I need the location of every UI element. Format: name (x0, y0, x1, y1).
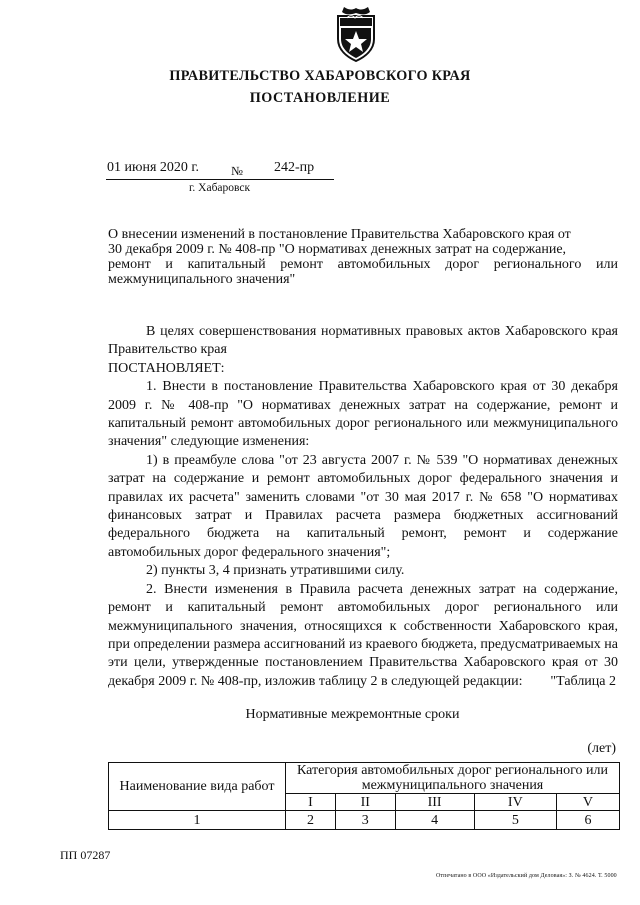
subject-line: ремонт и капитальный ремонт автомобильных дорог регионального или (108, 257, 618, 272)
subject-line: О внесении изменений в постановление Правительства Хабаровского края от (108, 227, 571, 242)
category-cell: III (395, 794, 474, 811)
numbering-cell: 6 (556, 811, 619, 830)
header-road-category: Категория автомобильных дорог регионального или межмуниципального значения (286, 763, 620, 794)
table-caption: Нормативные межремонтные сроки (245, 707, 460, 722)
table-units: (лет) (587, 741, 616, 756)
number-sign: № (231, 164, 243, 178)
norms-table (108, 762, 620, 830)
decree-number: 242-пр (274, 160, 315, 175)
subject-line: 30 декабря 2009 г. № 408-пр "О нормативах денежных затрат на содержание, (108, 242, 567, 257)
numbering-cell: 2 (286, 811, 336, 830)
table-reference: "Таблица 2 (550, 674, 616, 689)
category-cell: II (335, 794, 395, 811)
decree-date: 01 июня 2020 г. (107, 160, 200, 175)
intro-paragraph: В целях совершенствования нормативных правовых актов Хабаровского края Правительство края (108, 324, 618, 358)
paragraph-1-item-2: 2) пункты 3, 4 признать утратившими силу. (146, 563, 405, 579)
paragraph-1-item-1: 1) в преамбуле слова "от 23 августа 2007 г. № 539 "О нормативах денежных затрат на содержание и ремонт автомобильных дорог федерального значения и правилах их расчета" заменить словами "от 30 мая 2017 г. № 658 "О нормативах финансовых затрат и Правилах расчета размера бюджетных ассигнований федерального бюджета на капитальный ремонт, ремонт и содержание автомобильных дорог федерального значения"; (108, 452, 618, 560)
paragraph-2: 2. Внести изменения в Правила расчета денежных затрат на содержание, ремонт и капитальный ремонт автомобильных дорог регионального или межмуниципального значения, относящихся к собственности Хабаровского края, при определении размера ассигнований из краевого бюджета, предусматриваемых на эти цели, утвержденные постановлением Правительства Хабаровского края от 30 декабря 2009 г. № 408-пр, изложив таблицу 2 в следующей редакции: (108, 581, 618, 689)
numbering-cell: 3 (335, 811, 395, 830)
decree-body (108, 323, 618, 691)
numbering-cell: 5 (474, 811, 556, 830)
date-underline (106, 179, 334, 180)
header-work-type: Наименование вида работ (109, 763, 286, 811)
resolves-heading: ПОСТАНОВЛЯЕТ: (108, 360, 225, 376)
subject-line: межмуниципального значения" (108, 272, 296, 287)
category-cell: V (556, 794, 619, 811)
city: г. Хабаровск (189, 182, 251, 194)
numbering-cell: 1 (109, 811, 286, 830)
category-cell: IV (474, 794, 556, 811)
printer-note: Отпечатано в ООО «Издательский дом Деловая»: З. № 4624. Т. 5000 (436, 873, 617, 879)
government-title: ПРАВИТЕЛЬСТВО ХАБАРОВСКОГО КРАЯ (169, 68, 471, 84)
table-numbering-row (109, 811, 620, 830)
coat-of-arms-emblem (331, 6, 381, 62)
decree-subject (108, 227, 618, 287)
category-cell: I (286, 794, 336, 811)
numbering-cell: 4 (395, 811, 474, 830)
table-header-row (109, 763, 620, 794)
document-code: ПП 07287 (60, 848, 111, 862)
decree-type-title: ПОСТАНОВЛЕНИЕ (249, 90, 391, 106)
paragraph-1: 1. Внести в постановление Правительства Хабаровского края от 30 декабря 2009 г. № 408-пр "О нормативах денежных затрат на содержание, ремонт и капитальный ремонт автомобильных дорог регионального или межмуниципального значения" следующие изменения: (108, 379, 618, 450)
